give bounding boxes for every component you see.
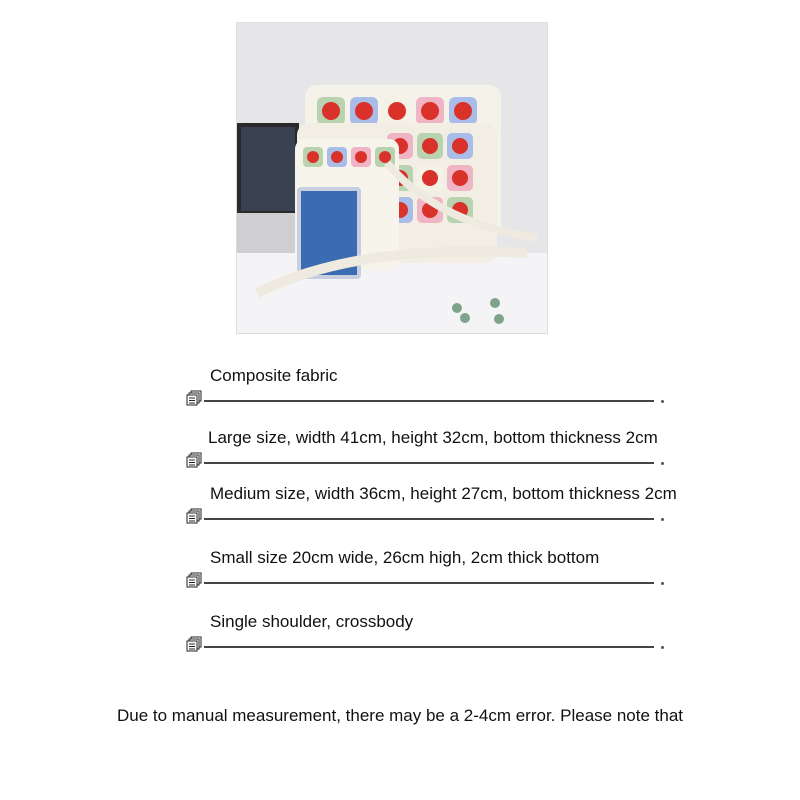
divider [204,462,654,464]
spec-label: Composite fabric [210,366,338,385]
spec-item-medium-size [184,484,677,524]
divider-dot [661,518,664,521]
spec-label: Medium size, width 36cm, height 27cm, bottom thickness 2cm [210,484,677,503]
stacked-documents-icon [186,452,202,468]
spec-item-strap-style [184,612,664,652]
stacked-documents-icon [186,508,202,524]
divider-dot [661,462,664,465]
product-photo-illustration [237,23,547,333]
divider-dot [661,646,664,649]
spec-item-small-size [184,548,664,588]
spec-item-material [184,366,664,406]
divider [204,518,654,520]
spec-label: Small size 20cm wide, 26cm high, 2cm thick bottom [210,548,600,567]
divider [204,582,654,584]
divider [204,646,654,648]
stacked-documents-icon [186,572,202,588]
spec-item-large-size [184,428,664,468]
stacked-documents-icon [186,636,202,652]
divider-dot [661,400,664,403]
divider [204,400,654,402]
measurement-note: Due to manual measurement, there may be a 2-4cm error. Please note that [116,706,683,725]
product-photo [236,22,548,334]
spec-label: Single shoulder, crossbody [210,612,414,631]
stacked-documents-icon [186,390,202,406]
spec-label: Large size, width 41cm, height 32cm, bottom thickness 2cm [208,428,658,447]
divider-dot [661,582,664,585]
